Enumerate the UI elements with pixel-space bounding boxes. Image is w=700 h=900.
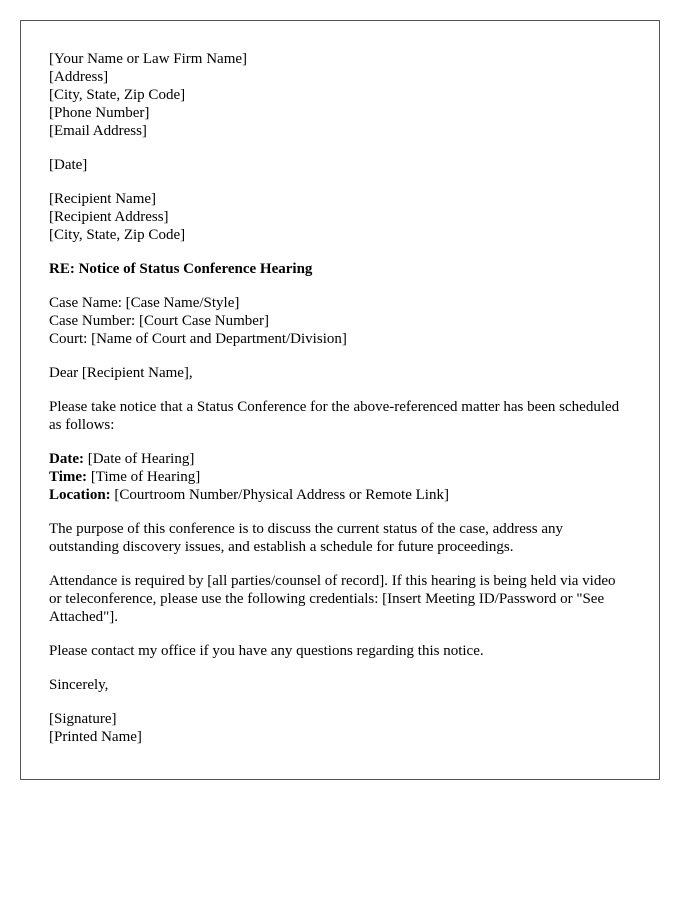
hearing-time-label: Time: — [49, 469, 88, 485]
salutation: Dear [Recipient Name], — [49, 365, 193, 381]
date-block — [49, 156, 631, 174]
letter-page — [20, 20, 660, 780]
case-name: Case Name: [Case Name/Style] — [49, 295, 240, 311]
hearing-time — [49, 468, 631, 486]
sender-block — [49, 50, 631, 140]
hearing-location — [49, 486, 631, 504]
hearing-date-value: [Date of Hearing] — [83, 451, 195, 467]
case-number: Case Number: [Court Case Number] — [49, 313, 269, 329]
case-block — [49, 294, 631, 348]
signature-block — [49, 710, 631, 746]
sender-email: [Email Address] — [49, 123, 147, 139]
recipient-address: [Recipient Address] — [49, 209, 169, 225]
hearing-location-label: Location: — [49, 487, 111, 503]
hearing-location-value: [Courtroom Number/Physical Address or Remote Link] — [110, 487, 449, 503]
contact-paragraph: Please contact my office if you have any questions regarding this notice. — [49, 643, 484, 659]
printed-name: [Printed Name] — [49, 729, 142, 745]
hearing-date — [49, 450, 631, 468]
sender-address: [Address] — [49, 69, 109, 85]
letter-date: [Date] — [49, 157, 88, 173]
case-court: Court: [Name of Court and Department/Division] — [49, 331, 347, 347]
closing-block — [49, 676, 631, 694]
sender-phone: [Phone Number] — [49, 105, 150, 121]
purpose-paragraph: The purpose of this conference is to discuss the current status of the case, address any outstanding discovery issues, and establish a schedule for future proceedings. — [49, 521, 564, 555]
intro-paragraph: Please take notice that a Status Conference for the above-referenced matter has been scheduled as follows: — [49, 399, 620, 433]
signature: [Signature] — [49, 711, 117, 727]
sender-city-state-zip: [City, State, Zip Code] — [49, 87, 186, 103]
hearing-date-label: Date: — [49, 451, 84, 467]
attendance-paragraph: Attendance is required by [all parties/counsel of record]. If this hearing is being held via video or teleconference, please use the following credentials: [Insert Meeting ID/Password or "See Attached"]. — [49, 573, 616, 625]
re-block — [49, 260, 631, 278]
recipient-city-state-zip: [City, State, Zip Code] — [49, 227, 186, 243]
recipient-block — [49, 190, 631, 244]
closing: Sincerely, — [49, 677, 109, 693]
recipient-name: [Recipient Name] — [49, 191, 157, 207]
hearing-details — [49, 450, 631, 504]
sender-name: [Your Name or Law Firm Name] — [49, 51, 248, 67]
re-line: RE: Notice of Status Conference Hearing — [49, 261, 313, 277]
hearing-time-value: [Time of Hearing] — [87, 469, 201, 485]
salutation-block — [49, 364, 631, 382]
